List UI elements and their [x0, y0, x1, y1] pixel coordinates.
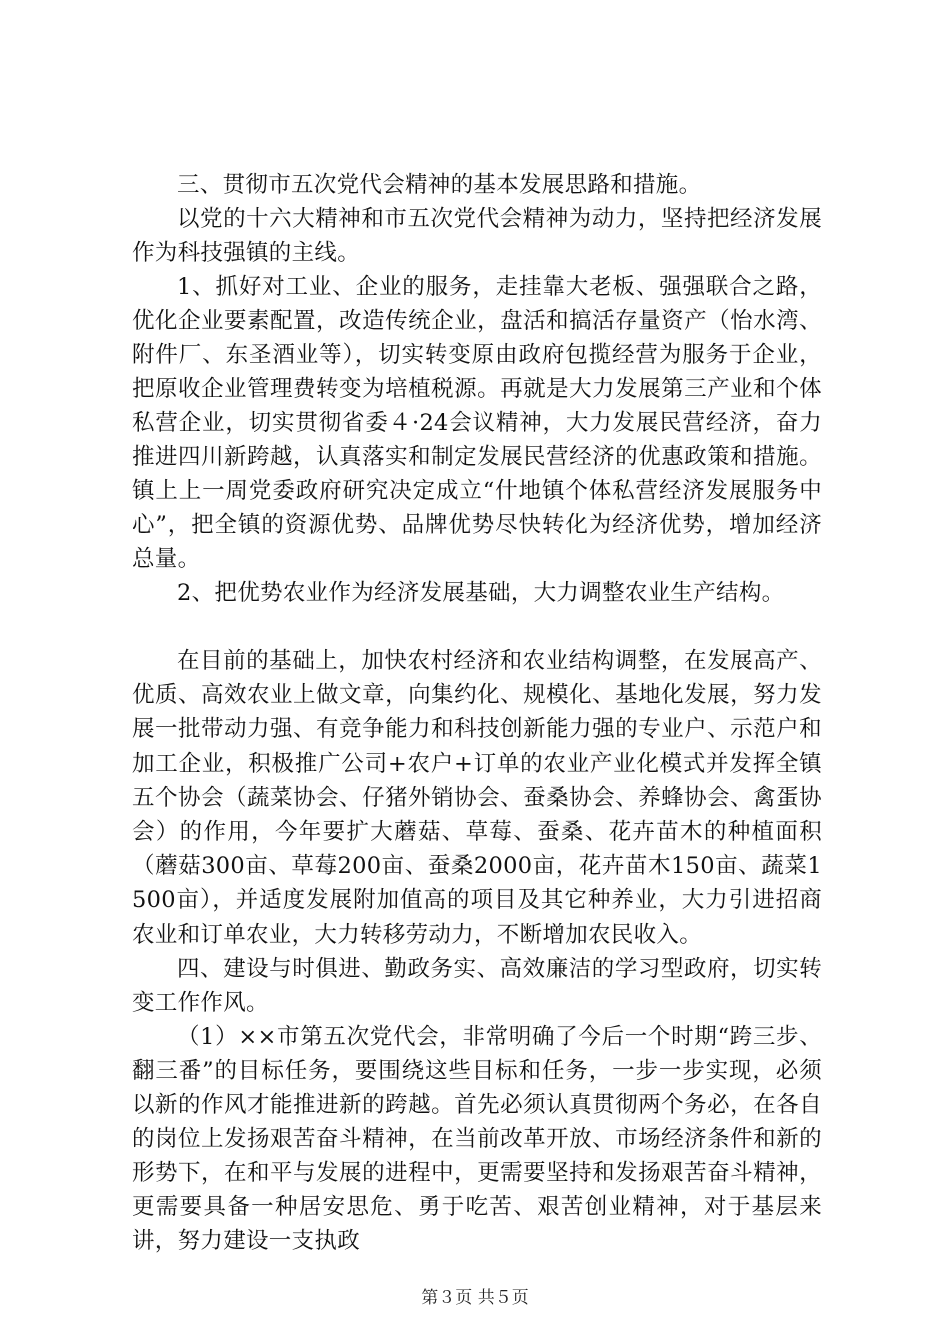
document-body	[132, 168, 822, 1258]
paragraph-gap	[132, 610, 822, 644]
section-heading-three: 三、贯彻市五次党代会精神的基本发展思路和措施。	[177, 172, 702, 198]
paragraph-agriculture-detail: 在目前的基础上，加快农村经济和农业结构调整，在发展高产、优质、高效农业上做文章，向集约化、规模化、基地化发展，努力发展一批带动力强、有竞争能力和科技创新能力强的专业户、示范户和加工企业，积极推广公司+农户+订单的农业产业化模式并发挥全镇五个协会（蔬菜协会、仔猪外销协会、蚕桑协会、养蜂协会、禽蛋协会）的作用，今年要扩大蘑菇、草莓、蚕桑、花卉苗木的种植面积（蘑菇300亩、草莓200亩、蚕桑2000亩，花卉苗木150亩、蔬菜1500亩），并适度发展附加值高的项目及其它种养业，大力引进招商农业和订单农业，大力转移劳动力，不断增加农民收入。	[132, 648, 822, 948]
paragraph-agriculture-heading: 2、把优势农业作为经济发展基础，大力调整农业生产结构。	[177, 580, 785, 606]
paragraph-industry-service: 1、抓好对工业、企业的服务，走挂靠大老板、强强联合之路，优化企业要素配置，改造传统企业，盘活和搞活存量资产（怡水湾、附件厂、东圣酒业等），切实转变原由政府包揽经营为服务于企业，把原收企业管理费转变为培植税源。再就是大力发展第三产业和个体私营企业，切实贯彻省委４·24会议精神，大力发展民营经济，奋力推进四川新跨越，认真落实和制定发展民营经济的优惠政策和措施。镇上上一周党委政府研究决定成立“什地镇个体私营经济发展服务中心”，把全镇的资源优势、品牌优势尽快转化为经济优势，增加经济总量。	[132, 274, 822, 572]
paragraph-guiding-principle: 以党的十六大精神和市五次党代会精神为动力，坚持把经济发展作为科技强镇的主线。	[132, 206, 822, 266]
section-heading-four: 四、建设与时俱进、勤政务实、高效廉洁的学习型政府，切实转变工作作风。	[132, 955, 822, 1016]
paragraph-work-style: （1）××市第五次党代会，非常明确了今后一个时期“跨三步、翻三番”的目标任务，要围绕这些目标和任务，一步一步实现，必须以新的作风才能推进新的跨越。首先必须认真贯彻两个务必，在各自的岗位上发扬艰苦奋斗精神，在当前改革开放、市场经济条件和新的形势下，在和平与发展的进程中，更需要坚持和发扬艰苦奋斗精神，更需要具备一种居安思危、勇于吃苦、艰苦创业精神，对于基层来讲，努力建设一支执政	[132, 1023, 822, 1254]
page-number-footer: 第３页 共５页	[421, 1288, 529, 1308]
